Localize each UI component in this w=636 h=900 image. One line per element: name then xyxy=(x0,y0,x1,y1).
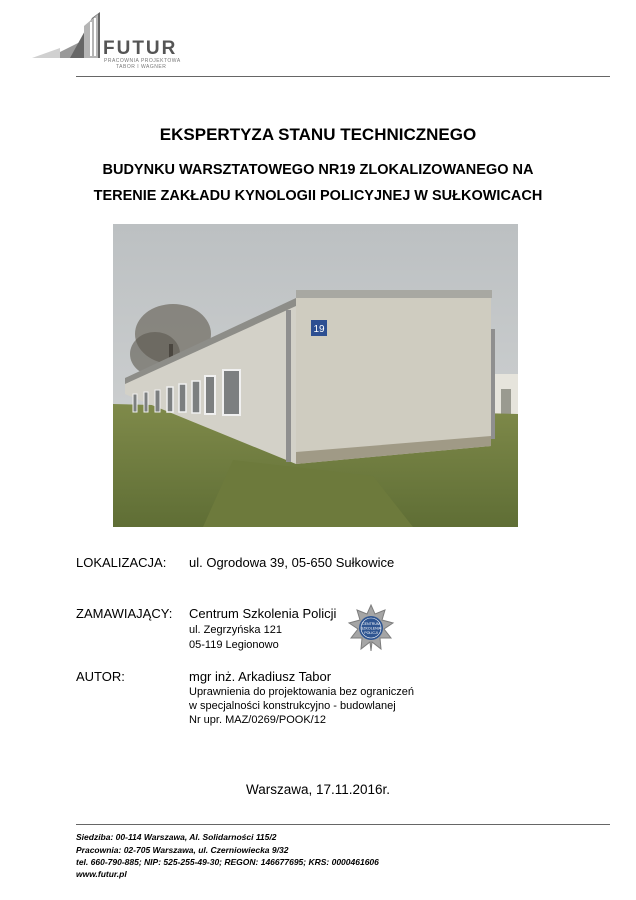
building-number-plate: 19 xyxy=(313,324,325,335)
author-license-number: Nr upr. MAZ/0269/POOK/12 xyxy=(189,714,326,726)
page-header xyxy=(0,0,636,80)
footer-office: Pracownia: 02-705 Warszawa, ul. Czerniowiecka 9/32 xyxy=(76,845,289,855)
footer-divider xyxy=(76,824,610,825)
author-name: mgr inż. Arkadiusz Tabor xyxy=(189,669,332,684)
author-credential-1: Uprawnienia do projektowania bez ograniczeń xyxy=(189,686,415,698)
building-photo xyxy=(113,224,518,527)
document-subtitle-line-2: TERENIE ZAKŁADU KYNOLOGII POLICYJNEJ W SUŁKOWICACH xyxy=(93,188,543,204)
document-subtitle-line-1: BUDYNKU WARSZTATOWEGO NR19 ZLOKALIZOWANEGO NA xyxy=(102,162,534,178)
footer-website[interactable]: www.futur.pl xyxy=(76,869,127,879)
badge-text-1: CENTRUM xyxy=(362,622,380,626)
footer-registration: tel. 660-790-885; NIP: 525-255-49-30; REGON: 146677695; KRS: 0000461606 xyxy=(76,857,379,867)
badge-text-3: POLICJI xyxy=(364,631,378,635)
client-name: Centrum Szkolenia Policji xyxy=(189,606,337,621)
location-value: ul. Ogrodowa 39, 05-650 Sułkowice xyxy=(189,555,395,570)
police-training-badge xyxy=(347,604,395,652)
footer-headquarters: Siedziba: 00-114 Warszawa, Al. Solidarności 115/2 xyxy=(76,832,277,842)
author-credential-2: w specjalności konstrukcyjno - budowlanej xyxy=(189,700,396,712)
author-label: AUTOR: xyxy=(76,669,125,684)
document-title: EKSPERTYZA STANU TECHNICZNEGO xyxy=(159,125,477,144)
location-label: LOKALIZACJA: xyxy=(76,555,167,570)
logo-subtitle-2: TABOR I WAGNER xyxy=(116,64,167,70)
place-and-date: Warszawa, 17.11.2016r. xyxy=(245,782,391,797)
header-divider xyxy=(76,76,610,77)
logo-name: FUTUR xyxy=(103,38,178,59)
client-city: 05-119 Legionowo xyxy=(189,639,279,651)
client-street: ul. Zegrzyńska 121 xyxy=(189,624,282,636)
badge-text-2: SZKOLENIA xyxy=(360,626,382,631)
logo-subtitle-1: PRACOWNIA PROJEKTOWA xyxy=(104,58,181,64)
client-label: ZAMAWIAJĄCY: xyxy=(76,606,173,621)
